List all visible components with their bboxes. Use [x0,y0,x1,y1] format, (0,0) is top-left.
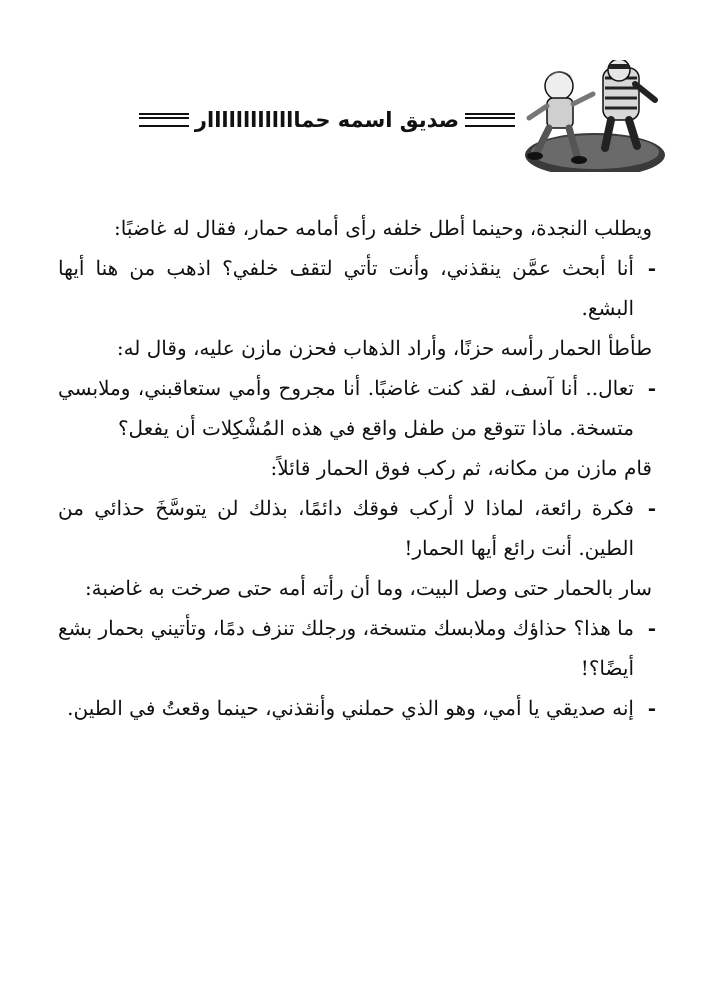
dialogue-dash: - [647,496,656,520]
title-row [50,100,665,140]
chapter-title: صديق اسمه حمااااااااااااار [194,108,459,132]
dialogue-text: تعال.. أنا آسف، لقد كنت غاضبًا. أنا مجروح وأمي ستعاقبني، وملابسي متسخة. ماذا تتوقع من طفل واقع في هذه المُشْكِلات أن يفعل؟ [58,376,634,440]
dialogue-paragraph [58,368,662,448]
title-rule-left [139,113,189,127]
dialogue-paragraph [58,248,662,328]
chapter-header [50,60,665,180]
dialogue-paragraph [58,608,662,688]
narration-paragraph: ويطلب النجدة، وحينما أطل خلفه رأى أمامه حمار، فقال له غاضبًا: [113,216,652,240]
narration-paragraph: قام مازن من مكانه، ثم ركب فوق الحمار قائلاً: [270,456,652,480]
dialogue-text: أنا أبحث عمَّن ينقذني، وأنت تأتي لتقف خلفي؟ اذهب من هنا أيها البشع. [58,256,634,320]
dialogue-dash: - [647,616,656,640]
narration-paragraph: سار بالحمار حتى وصل البيت، وما أن رأته أمه حتى صرخت به غاضبة: [84,576,652,600]
dialogue-dash: - [647,696,656,720]
dialogue-dash: - [647,376,656,400]
dialogue-dash: - [647,256,656,280]
dialogue-paragraph [58,488,662,568]
narration-paragraph: طأطأ الحمار رأسه حزنًا، وأراد الذهاب فحزن مازن عليه، وقال له: [116,336,652,360]
dialogue-text: إنه صديقي يا أمي، وهو الذي حملني وأنقذني، حينما وقعتُ في الطين. [67,696,634,720]
dialogue-text: فكرة رائعة، لماذا لا أركب فوقك دائمًا، بذلك لن يتوسَّخَ حذائي من الطين. أنت رائع أيها الحمار! [58,496,634,560]
dialogue-text: ما هذا؟ حذاؤك وملابسك متسخة، ورجلك تنزف دمًا، وتأتيني بحمار بشع أيضًا؟! [58,616,634,680]
dialogue-paragraph [58,688,662,728]
page-text [58,208,662,728]
title-rule-right [465,113,515,127]
